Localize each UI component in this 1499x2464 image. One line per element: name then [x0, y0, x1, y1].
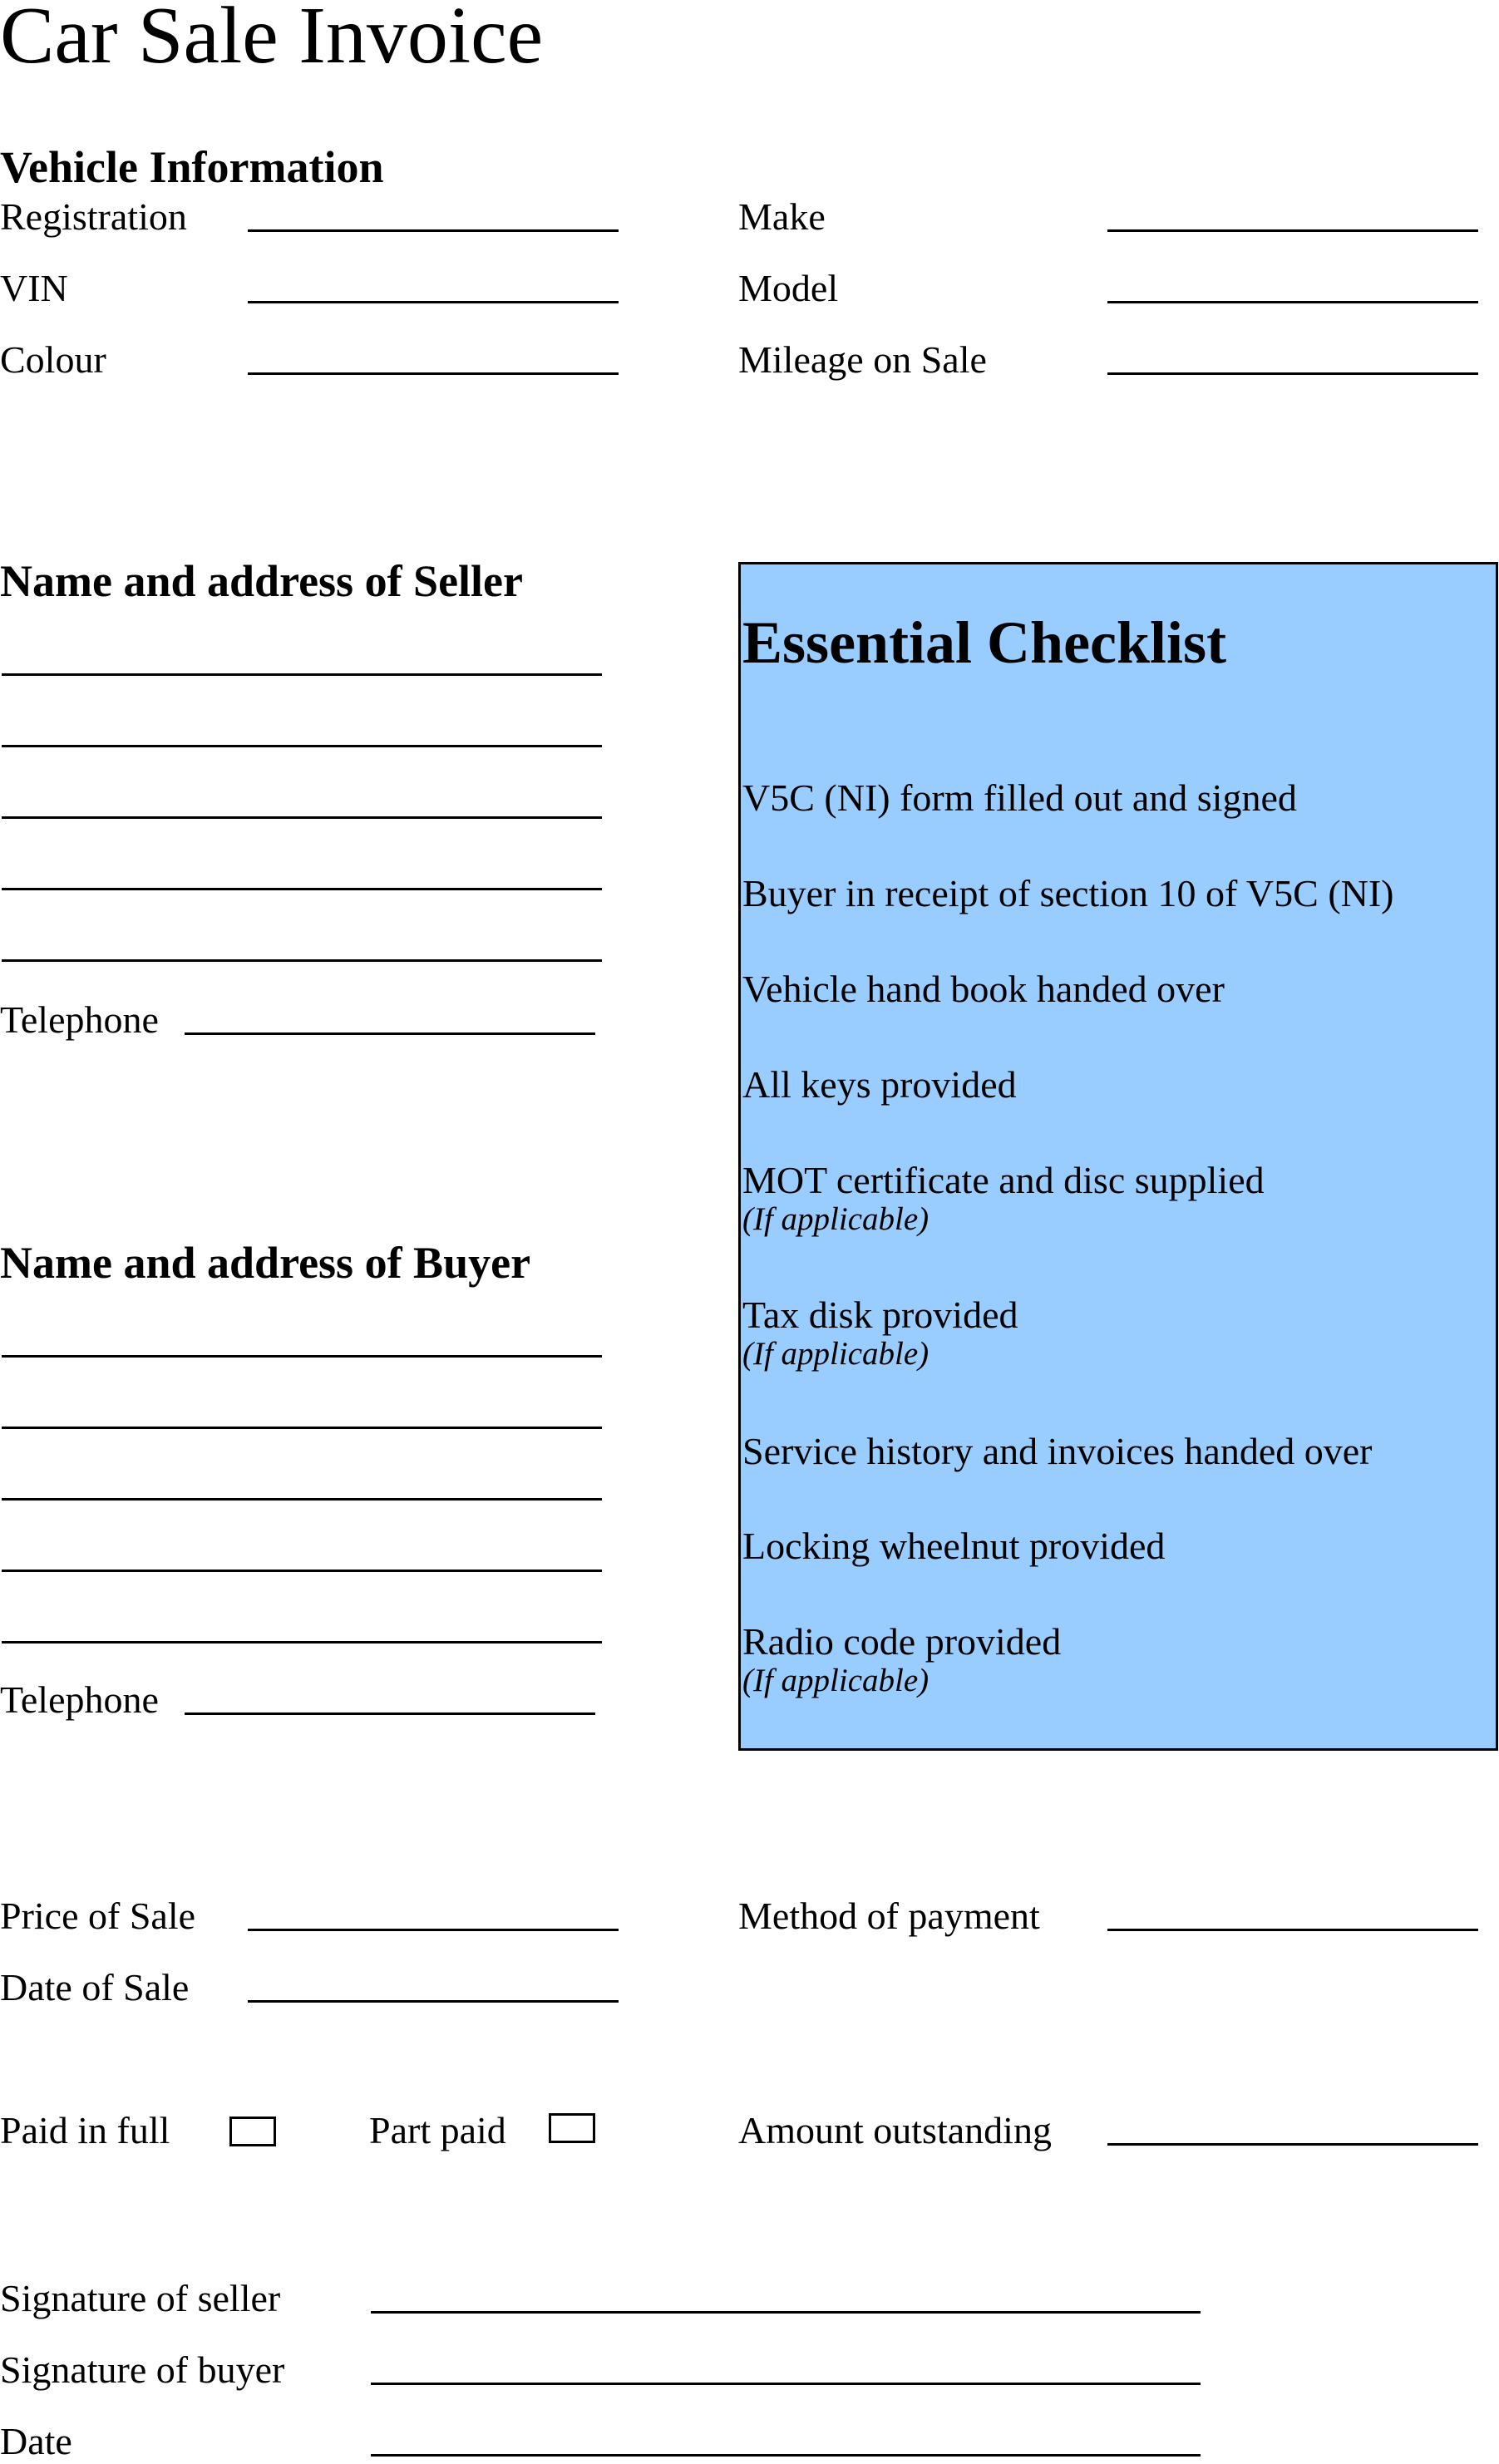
colour-field[interactable] [248, 372, 619, 375]
checklist-item-note: (If applicable) [742, 1201, 929, 1237]
buyer-heading: Name and address of Buyer [0, 1238, 531, 1288]
buyer-address-line-3[interactable] [2, 1498, 602, 1501]
price-of-sale-label: Price of Sale [0, 1895, 196, 1937]
seller-address-line-1[interactable] [2, 673, 602, 676]
checklist-item-note: (If applicable) [742, 1663, 929, 1698]
checklist-title: Essential Checklist [742, 609, 1227, 676]
date-of-sale-label: Date of Sale [0, 1966, 190, 2008]
amount-outstanding-label: Amount outstanding [738, 2109, 1052, 2151]
checklist-item [742, 1293, 1018, 1371]
seller-address-line-3[interactable] [2, 816, 602, 819]
checklist-item [742, 1158, 1265, 1236]
paid-in-full-checkbox[interactable] [229, 2117, 276, 2146]
amount-outstanding-field[interactable] [1107, 2143, 1478, 2146]
checklist-item [742, 871, 1394, 916]
page-title: Car Sale Invoice [0, 0, 544, 81]
buyer-address-line-5[interactable] [2, 1641, 602, 1643]
seller-signature-label: Signature of seller [0, 2277, 281, 2319]
buyer-address-line-2[interactable] [2, 1427, 602, 1429]
seller-address-line-5[interactable] [2, 959, 602, 962]
buyer-telephone-field[interactable] [185, 1712, 595, 1715]
registration-field[interactable] [248, 229, 619, 232]
model-label: Model [738, 267, 839, 309]
checklist-item-label: Service history and invoices handed over [742, 1430, 1373, 1472]
buyer-address-line-4[interactable] [2, 1570, 602, 1572]
date-of-sale-field[interactable] [248, 2000, 619, 2003]
part-paid-checkbox[interactable] [549, 2113, 595, 2143]
buyer-telephone-label: Telephone [0, 1678, 159, 1721]
checklist-item-label: Radio code provided [742, 1620, 1062, 1663]
checklist-item [742, 1062, 1017, 1107]
buyer-signature-label: Signature of buyer [0, 2348, 285, 2391]
make-label: Make [738, 195, 826, 238]
checklist-item-label: All keys provided [742, 1063, 1017, 1106]
checklist-item-label: V5C (NI) form filled out and signed [742, 776, 1297, 819]
seller-address-line-2[interactable] [2, 745, 602, 747]
date-label: Date [0, 2420, 72, 2462]
method-of-payment-label: Method of payment [738, 1895, 1040, 1937]
checklist-item [742, 1429, 1373, 1474]
part-paid-label: Part paid [369, 2109, 506, 2151]
vehicle-info-heading: Vehicle Information [0, 142, 384, 192]
checklist-item-label: MOT certificate and disc supplied [742, 1159, 1265, 1201]
seller-signature-field[interactable] [371, 2311, 1201, 2314]
checklist-item [742, 1524, 1165, 1569]
seller-telephone-field[interactable] [185, 1032, 595, 1035]
vin-field[interactable] [248, 301, 619, 303]
checklist-item-label: Locking wheelnut provided [742, 1525, 1166, 1567]
date-field[interactable] [371, 2454, 1201, 2457]
checklist-item-label: Tax disk provided [742, 1294, 1018, 1336]
seller-address-line-4[interactable] [2, 888, 602, 890]
paid-in-full-label: Paid in full [0, 2109, 170, 2151]
checklist-item [742, 967, 1225, 1012]
model-field[interactable] [1107, 301, 1478, 303]
make-field[interactable] [1107, 229, 1478, 232]
buyer-signature-field[interactable] [371, 2383, 1201, 2385]
checklist-item-label: Vehicle hand book handed over [742, 968, 1225, 1010]
checklist-item-label: Buyer in receipt of section 10 of V5C (NI) [742, 872, 1394, 914]
checklist-item [742, 1619, 1061, 1698]
buyer-address-line-1[interactable] [2, 1355, 602, 1358]
registration-label: Registration [0, 195, 187, 238]
seller-telephone-label: Telephone [0, 998, 159, 1041]
colour-label: Colour [0, 338, 106, 381]
seller-heading: Name and address of Seller [0, 556, 523, 606]
method-of-payment-field[interactable] [1107, 1929, 1478, 1931]
essential-checklist-panel [738, 562, 1498, 1751]
price-of-sale-field[interactable] [248, 1929, 619, 1931]
mileage-field[interactable] [1107, 372, 1478, 375]
mileage-label: Mileage on Sale [738, 338, 987, 381]
checklist-item-note: (If applicable) [742, 1336, 929, 1372]
vin-label: VIN [0, 267, 68, 309]
checklist-item [742, 776, 1297, 821]
